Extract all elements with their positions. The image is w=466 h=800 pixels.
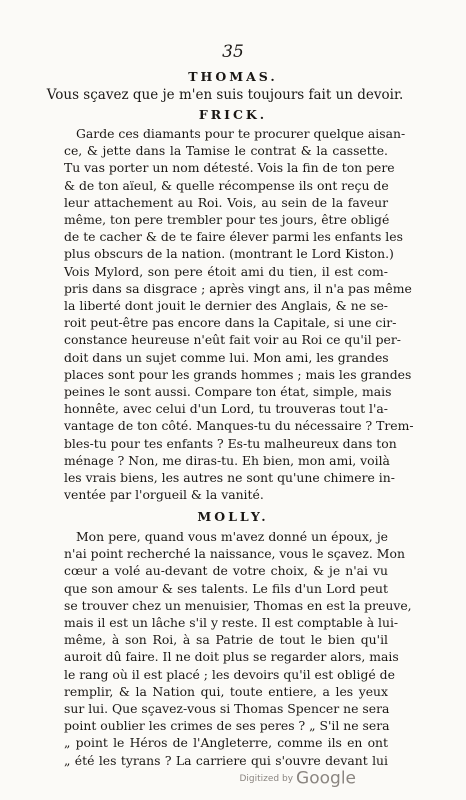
digitized-by-google-watermark — [239, 768, 356, 789]
frick-line: doit dans un sujet comme lui. Mon ami, les grandes — [64, 349, 389, 365]
molly-line: remplir, & la Nation qui, toute entiere, a les yeux — [64, 683, 388, 699]
frick-line: Tu vas porter un nom détesté. Vois la fin de ton pere — [64, 160, 395, 176]
frick-line: pris dans sa disgrace ; après vingt ans, il n'a pas même — [64, 280, 412, 296]
molly-line: point oublier les crimes de ses peres ? „ S'il ne sera — [64, 718, 390, 734]
watermark-prefix: Digitized by — [239, 773, 294, 784]
molly-line: le rang où il est placé ; les devoirs qu'il est obligé de — [64, 666, 395, 682]
frick-line: ventée par l'orgueil & la vanité. — [64, 487, 264, 503]
frick-line: leur attachement au Roi. Vois, au sein de la faveur — [64, 194, 388, 210]
molly-line: n'ai point recherché la naissance, vous le sçavez. Mon — [64, 546, 405, 562]
frick-line: les vrais biens, les autres ne sont qu'une chimere in- — [64, 470, 395, 485]
frick-line: honnête, avec celui d'un Lord, tu trouveras tout l'a- — [64, 401, 388, 417]
molly-line: se trouver chez un menuisier, Thomas en est la preuve, — [64, 597, 412, 613]
speaker-molly: MOLLY. — [197, 509, 269, 524]
thomas-line: Vous sçavez que je m'en suis toujours fait un devoir. — [46, 87, 404, 103]
molly-line: „ été les tyrans ? La carriere qui s'ouvre devant lui — [64, 752, 388, 768]
molly-line: „ point le Héros de l'Angleterre, comme ils en ont — [64, 735, 388, 751]
frick-line: roit peut-être pas encore dans la Capitale, si une cir- — [64, 315, 397, 331]
molly-line: mais il est un lâche s'il y reste. Il est comptable à lui- — [64, 615, 399, 630]
frick-line: ce, & jette dans la Tamise le contrat & la cassette. — [64, 143, 388, 159]
frick-line: & de ton aïeul, & quelle récompense ils ont reçu de — [64, 177, 389, 193]
frick-line: la liberté dont jouit le dernier des Anglais, & ne se- — [64, 298, 388, 313]
molly-line: même, à son Roi, à sa Patrie de tout le bien qu'il — [64, 632, 388, 648]
frick-line: constance heureuse n'eût fait voir au Roi ce qu'il per- — [64, 332, 401, 348]
frick-line: Vois Mylord, son pere étoit ami du tien, il est com- — [64, 263, 388, 279]
frick-line: vantage de ton côté. Manques-tu du nécessaire ? Trem- — [64, 418, 414, 434]
frick-line: places sont pour les grands hommes ; mais les grandes — [64, 366, 412, 382]
page-number: 35 — [222, 42, 244, 62]
frick-line: plus obscurs de la nation. (montrant le Lord Kiston.) — [64, 246, 394, 262]
speaker-thomas: THOMAS. — [188, 69, 278, 84]
frick-line: Garde ces diamants pour te procurer quelque aisan- — [76, 126, 406, 141]
frick-line: de te cacher & de te faire élever parmi les enfants les — [64, 229, 403, 245]
frick-line: peines le sont aussi. Compare ton état, simple, mais — [64, 384, 392, 399]
molly-line: auroit dû faire. Il ne doit plus se regarder alors, mais — [64, 649, 399, 665]
frick-line: bles-tu pour tes enfants ? Es-tu malheureux dans ton — [64, 435, 397, 451]
frick-line: ménage ? Non, me diras-tu. Eh bien, mon ami, voilà — [64, 452, 390, 468]
molly-line: cœur a volé au-devant de votre choix, & je n'ai vu — [64, 563, 388, 579]
molly-line: que son amour & ses talents. Le fils d'un Lord peut — [64, 580, 388, 596]
frick-line: même, ton pere trembler pour tes jours, être obligé — [64, 212, 390, 227]
google-logo: Google — [296, 768, 356, 789]
molly-line: Mon pere, quand vous m'avez donné un époux, je — [76, 529, 388, 544]
speaker-frick: FRICK. — [198, 107, 268, 122]
molly-line: sur lui. Que sçavez-vous si Thomas Spencer ne sera — [64, 701, 390, 716]
